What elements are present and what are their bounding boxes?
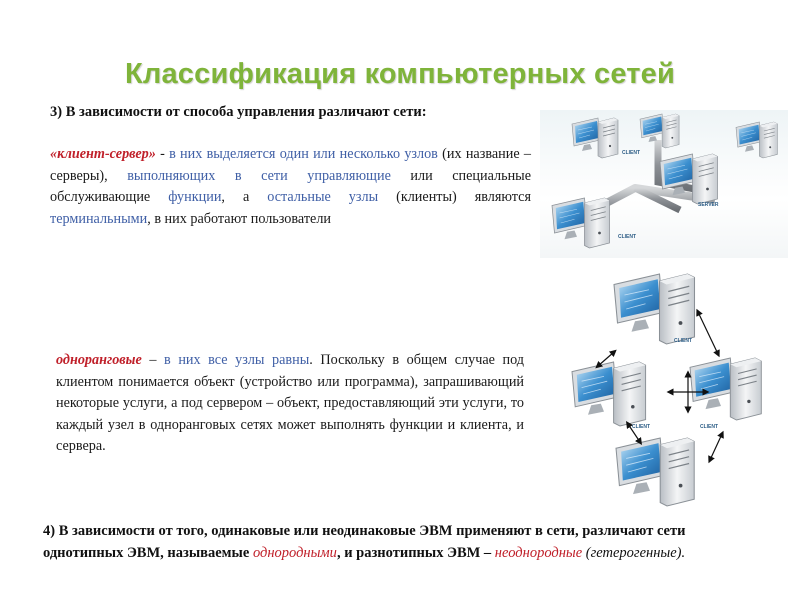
p2-highlight-a: в них все узлы равны (164, 352, 310, 368)
client-label: CLIENT (700, 424, 719, 430)
p2-dash: – (141, 352, 165, 368)
p1-dash: - (155, 146, 170, 162)
link-arrow (710, 434, 722, 460)
client-label: CLIENT (632, 424, 651, 430)
peer-computer-icon (690, 358, 761, 420)
client-label: CLIENT (618, 234, 637, 240)
client-computer-icon (552, 198, 610, 248)
peer-to-peer-term: одноранговые (56, 352, 142, 368)
peer-computer-icon (614, 274, 695, 344)
p1-highlight-g: остальные узлы (267, 189, 379, 205)
p1-text-j: , в них работают пользователи (147, 210, 332, 227)
s4-text-e: (гетерогенные). (582, 545, 686, 561)
p1-highlight-e: функции (168, 189, 222, 205)
client-computer-icon (572, 118, 618, 158)
p1-text-d: или специальные обслуживающие (50, 167, 531, 205)
p1-highlight-i: терминальными (50, 210, 148, 227)
client-label: CLIENT (622, 150, 641, 156)
p1-text-f: , а (221, 189, 268, 205)
p1-highlight-a: в них выделяется один или несколько узлов (169, 146, 438, 162)
peer-computer-icon (616, 438, 694, 506)
client-server-diagram (540, 110, 788, 258)
p1-highlight-c: выполняющих в сети управляющие (127, 167, 391, 184)
link-arrow (698, 312, 718, 354)
s4-text-c: , и разнотипных ЭВМ – (336, 545, 495, 561)
heterogeneous-term: неоднородные (494, 545, 583, 561)
s4-text-a: 4) В зависимости от того, одинаковые или неодинаковые ЭВМ применяют в сети, различают сети однотипных ЭВМ, называемые (43, 523, 686, 561)
slide-title: Классификация компьютерных сетей (124, 58, 676, 90)
p2-text-b: . Поскольку в общем случае под клиентом понимается объект (устройство или программа), запрашивающий некоторые услуги, а под сервером – объект, предоставляющий эти услуги, то каждый узел в одноранговых сетях может выполнять функции и клиента, и сервера. (56, 352, 524, 454)
client-label: CLIENT (674, 338, 693, 344)
client-server-paragraph (50, 144, 531, 230)
server-label: SERVER (698, 202, 719, 208)
p1-text-b: (их название – серверы), (50, 146, 531, 184)
peer-to-peer-paragraph (56, 350, 524, 458)
client-server-term: «клиент-сервер» (50, 146, 156, 162)
section4-paragraph (43, 520, 743, 564)
homogeneous-term: однородными (252, 545, 337, 561)
section3-heading: 3) В зависимости от способа управления различают сети: (50, 104, 427, 120)
peer-to-peer-diagram (570, 270, 790, 510)
peer-computer-icon (572, 362, 646, 426)
p1-text-h: (клиенты) являются (378, 189, 531, 205)
